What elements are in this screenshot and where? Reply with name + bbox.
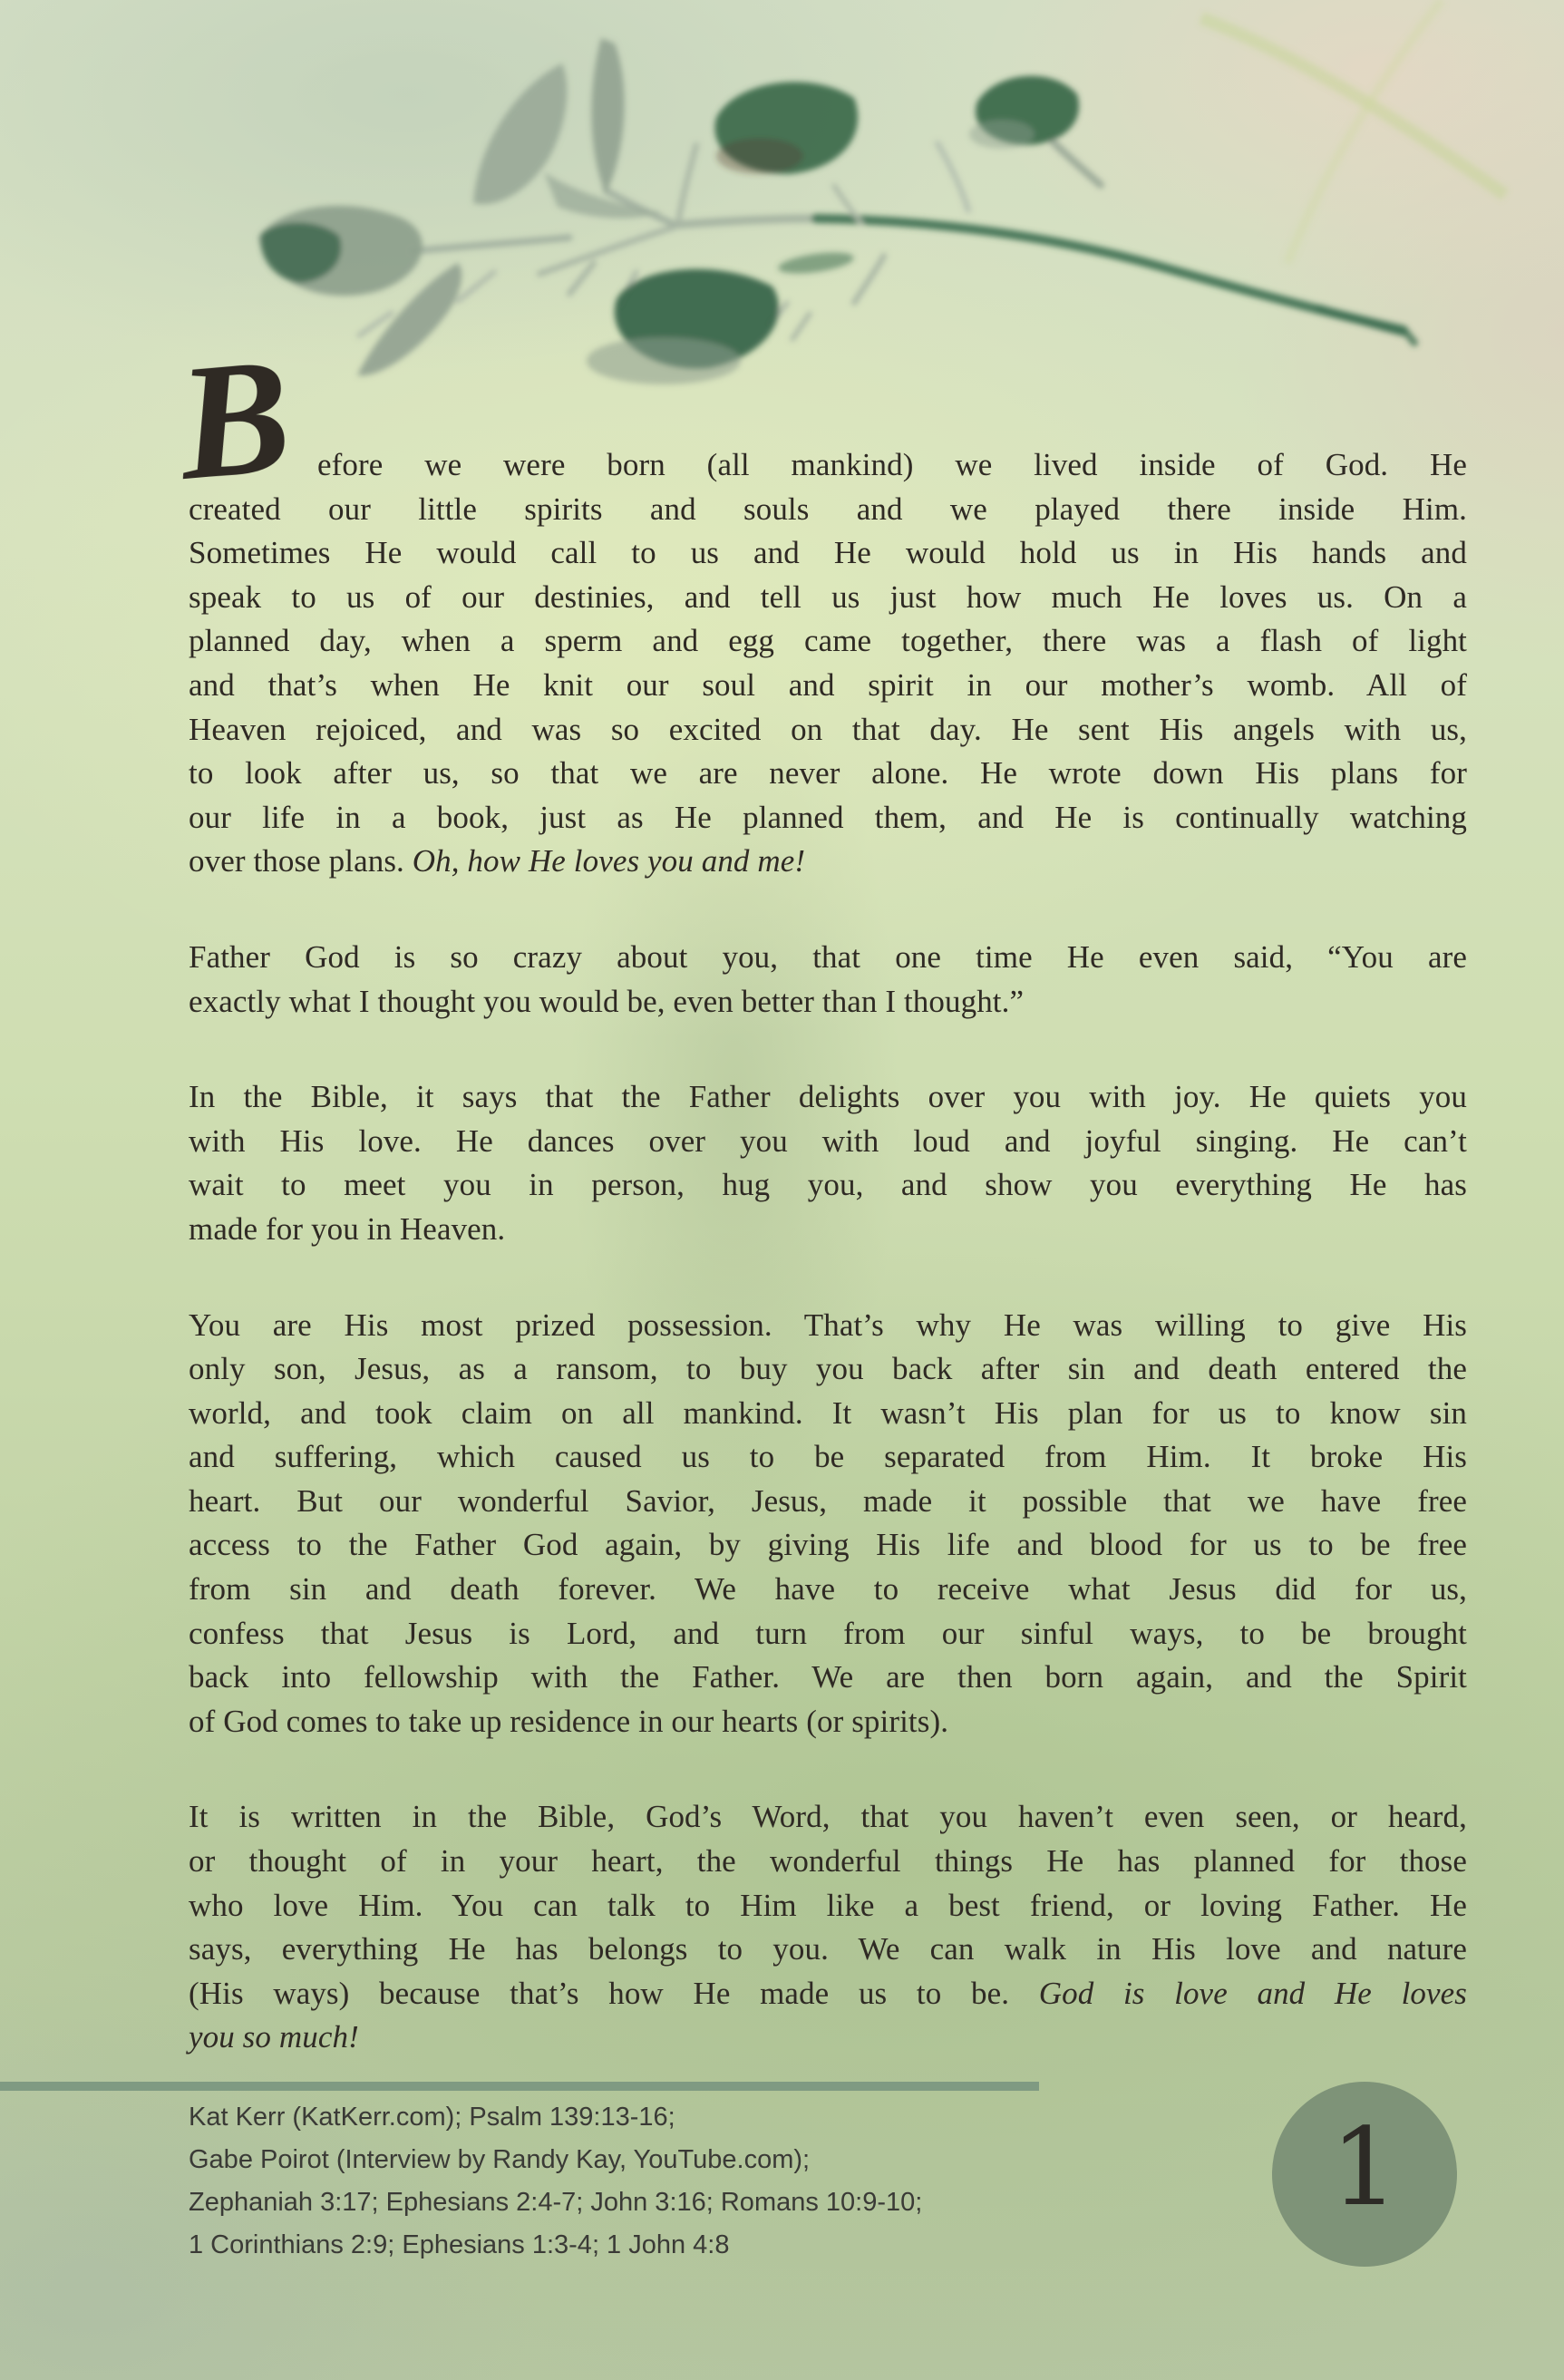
- text-line: [189, 708, 1467, 753]
- paragraph: [189, 1075, 1467, 1251]
- text-run: access to the Father God again, by giving His life and blood for us to be free: [189, 1527, 1467, 1563]
- citation-line: Zephaniah 3:17; Ephesians 2:4-7; John 3:16; Romans 10:9-10;: [189, 2188, 923, 2217]
- paragraph: [189, 936, 1467, 1024]
- text-run: (His ways) because that’s how He made us to be.: [189, 1975, 1039, 2011]
- text-run: exactly what I thought you would be, even better than I thought.”: [189, 983, 1025, 1019]
- footer-divider: [0, 2082, 1039, 2091]
- text-line: [189, 1163, 1467, 1208]
- text-line: [189, 576, 1467, 620]
- text-line: [189, 936, 1467, 980]
- text-run: made for you in Heaven.: [189, 1210, 506, 1247]
- text-line: [189, 443, 1467, 488]
- text-line: [189, 1480, 1467, 1524]
- citation-line: Gabe Poirot (Interview by Randy Kay, YouTube.com);: [189, 2145, 811, 2174]
- text-run: from sin and death forever. We have to receive what Jesus did for us,: [189, 1571, 1467, 1608]
- text-line: [189, 1928, 1467, 1972]
- text-run: over those plans.: [189, 843, 413, 879]
- paragraph: [189, 443, 1467, 884]
- text-run: world, and took claim on all mankind. It wasn’t His plan for us to know sin: [189, 1394, 1467, 1431]
- text-line: [189, 1208, 1467, 1252]
- text-run: In the Bible, it says that the Father delights over you with joy. He quiets you: [189, 1079, 1467, 1115]
- text-line: [189, 1884, 1467, 1928]
- body-text: [189, 443, 1467, 2112]
- text-line: [189, 1700, 1467, 1744]
- text-line: [189, 531, 1467, 576]
- text-run: and that’s when He knit our soul and spirit in our mother’s womb. All of: [189, 666, 1467, 703]
- text-run: efore we were born (all mankind) we lived inside of God. He: [317, 447, 1467, 482]
- text-line: [189, 980, 1467, 1025]
- citations: [189, 2096, 1277, 2267]
- citation-line: 1 Corinthians 2:9; Ephesians 1:3-4; 1 John 4:8: [189, 2230, 730, 2259]
- italic-run: you so much!: [189, 2019, 359, 2055]
- text-line: [189, 1972, 1467, 2016]
- text-run: Sometimes He would call to us and He would hold us in His hands and: [189, 535, 1467, 571]
- paragraph: [189, 1795, 1467, 2060]
- text-run: and suffering, which caused us to be separated from Him. It broke His: [189, 1439, 1467, 1475]
- italic-run: God is love and He loves: [1038, 1975, 1467, 2011]
- text-run: only son, Jesus, as a ransom, to buy you back after sin and death entered the: [189, 1351, 1467, 1387]
- text-run: Father God is so crazy about you, that one time He even said, “You are: [189, 938, 1467, 975]
- text-run: heart. But our wonderful Savior, Jesus, made it possible that we have free: [189, 1482, 1467, 1519]
- text-line: [189, 1347, 1467, 1392]
- text-line: [189, 1523, 1467, 1568]
- text-run: who love Him. You can talk to Him like a best friend, or loving Father. He: [189, 1887, 1467, 1923]
- text-line: [189, 1435, 1467, 1480]
- text-line: [189, 840, 1467, 884]
- text-line: [189, 1120, 1467, 1164]
- text-run: with His love. He dances over you with loud and joyful singing. He can’t: [189, 1122, 1467, 1159]
- text-run: wait to meet you in person, hug you, and show you everything He has: [189, 1167, 1467, 1203]
- text-run: speak to us of our destinies, and tell us just how much He loves us. On a: [189, 578, 1467, 615]
- page-number-badge: [1272, 2082, 1457, 2267]
- text-run: created our little spirits and souls and we played there inside Him.: [189, 491, 1467, 527]
- text-line: [189, 1392, 1467, 1436]
- text-line: [189, 1075, 1467, 1120]
- citation-line: Kat Kerr (KatKerr.com); Psalm 139:13-16;: [189, 2103, 675, 2132]
- text-line: [189, 664, 1467, 708]
- text-line: [189, 1304, 1467, 1348]
- text-run: Heaven rejoiced, and was so excited on that day. He sent His angels with us,: [189, 711, 1467, 747]
- text-line: [189, 1568, 1467, 1612]
- text-line: [189, 1656, 1467, 1700]
- text-line: [189, 2016, 1467, 2060]
- text-line: [189, 488, 1467, 532]
- text-run: to look after us, so that we are never alone. He wrote down His plans for: [189, 755, 1467, 792]
- text-run: or thought of in your heart, the wonderful things He has planned for those: [189, 1843, 1467, 1880]
- text-line: [189, 619, 1467, 664]
- text-run: our life in a book, just as He planned them, and He is continually watching: [189, 799, 1467, 835]
- drop-cap: B: [171, 324, 297, 515]
- text-run: says, everything He has belongs to you. We can walk in His love and nature: [189, 1931, 1467, 1967]
- text-line: [189, 796, 1467, 840]
- text-run: planned day, when a sperm and egg came together, there was a flash of light: [189, 623, 1467, 659]
- text-run: You are His most prized possession. That’s why He was willing to give His: [189, 1307, 1467, 1343]
- page-number: 1: [1330, 2104, 1399, 2229]
- text-run: It is written in the Bible, God’s Word, that you haven’t even seen, or heard,: [189, 1799, 1467, 1835]
- text-line: [189, 1840, 1467, 1884]
- text-run: confess that Jesus is Lord, and turn from our sinful ways, to be brought: [189, 1615, 1467, 1651]
- text-run: back into fellowship with the Father. We are then born again, and the Spirit: [189, 1659, 1467, 1695]
- text-line: [189, 752, 1467, 796]
- text-run: of God comes to take up residence in our hearts (or spirits).: [189, 1703, 949, 1739]
- text-line: [189, 1612, 1467, 1656]
- text-line: [189, 1795, 1467, 1840]
- italic-run: Oh, how He loves you and me!: [412, 843, 806, 879]
- paragraph: [189, 1304, 1467, 1744]
